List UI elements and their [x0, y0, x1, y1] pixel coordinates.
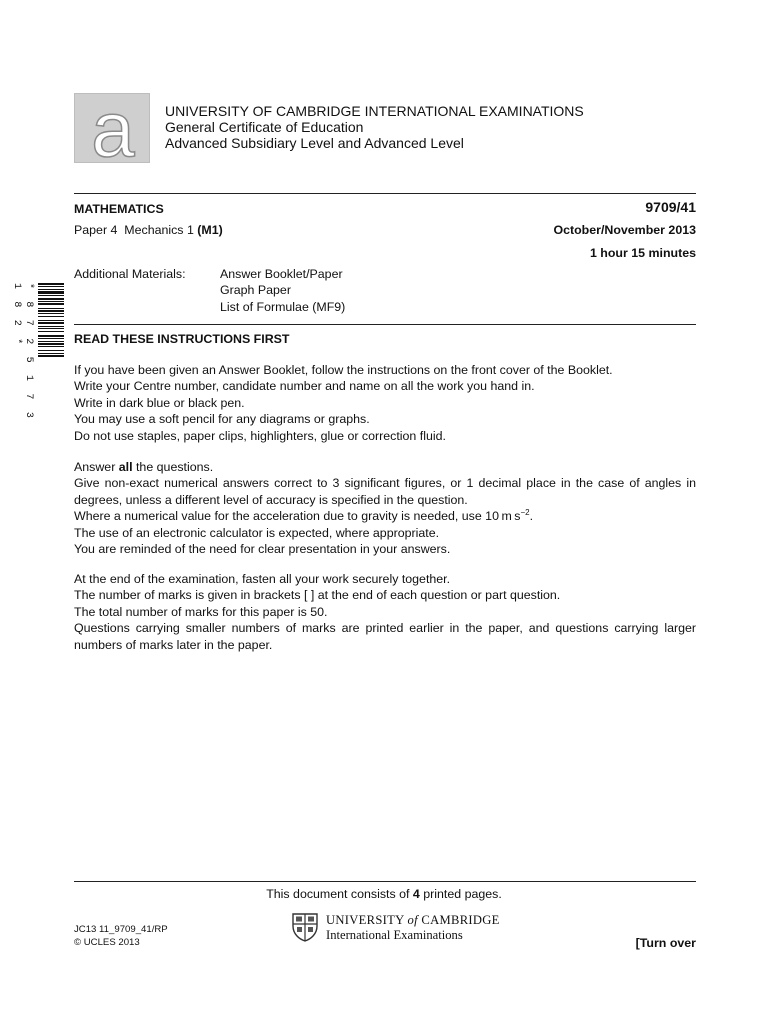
cambridge-logo-line1	[326, 913, 500, 928]
answer-all-pre: Answer	[74, 460, 119, 474]
copyright-notice: © UCLES 2013	[74, 937, 140, 948]
material-item: Answer Booklet/Paper	[220, 267, 343, 281]
gravity-post: .	[529, 509, 534, 524]
footer-rule	[74, 881, 696, 882]
logo-university: UNIVERSITY	[326, 913, 408, 927]
footer-reference	[74, 923, 168, 949]
instruction-line: If you have been given an Answer Booklet, follow the instructions on the front cover of the Booklet.	[74, 363, 613, 377]
paper-code: 9709/41	[645, 199, 696, 215]
page-count-number: 4	[412, 887, 420, 901]
page-count-post: printed pages.	[419, 887, 502, 901]
exam-board-logo	[74, 93, 150, 163]
logo-of: of	[407, 913, 418, 927]
instruction-line: Write in dark blue or black pen.	[74, 395, 245, 410]
materials-label: Additional Materials:	[74, 267, 186, 281]
cambridge-crest-icon	[291, 912, 319, 942]
cambridge-logo-line2: International Examinations	[326, 928, 463, 942]
barcode	[38, 283, 64, 423]
material-item: List of Formulae (MF9)	[220, 299, 346, 314]
logo-letter: a	[91, 94, 135, 164]
instruction-line: The total number of marks for this paper is 50.	[74, 604, 328, 619]
instruction-line: Write your Centre number, candidate number and name on all the work you hand in.	[74, 379, 535, 394]
gravity-pre: Where a numerical value for the acceleration due to gravity is needed, use 10 m s	[74, 509, 521, 524]
turn-over: [Turn over	[635, 936, 696, 950]
instructions-block-2	[74, 459, 696, 557]
qualification-name: General Certificate of Education	[165, 119, 364, 135]
instruction-line: You may use a soft pencil for any diagrams or graphs.	[74, 412, 370, 427]
presentation-line: You are reminded of the need for clear presentation in your answers.	[74, 542, 451, 557]
material-item: Graph Paper	[220, 283, 291, 298]
barcode-digits: * 8 7 2 5 1 7 3 1 8 2 *	[11, 283, 34, 422]
sigfig-line: Give non-exact numerical answers correct to 3 significant figures, or 1 decimal place in the case of angles in degrees, unless a different level of accuracy is specified in the question.	[74, 476, 696, 507]
instruction-line: Do not use staples, paper clips, highlighters, glue or correction fluid.	[74, 428, 446, 443]
page-count-pre: This document consists of	[266, 887, 413, 901]
instructions-block-3	[74, 571, 696, 653]
materials-list	[220, 266, 345, 315]
exam-duration: 1 hour 15 minutes	[589, 246, 696, 260]
subject-title: MATHEMATICS	[74, 202, 164, 216]
gravity-exponent: −2	[520, 508, 530, 518]
instructions-block-1	[74, 362, 696, 444]
instructions-heading: READ THESE INSTRUCTIONS FIRST	[74, 332, 290, 346]
paper-component: (M1)	[197, 223, 223, 237]
logo-cambridge: CAMBRIDGE	[417, 913, 500, 927]
answer-all-bold: all	[118, 460, 133, 474]
qualification-level: Advanced Subsidiary Level and Advanced Level	[165, 135, 464, 151]
paper-title-text: Paper 4 Mechanics 1	[74, 223, 198, 237]
answer-all-post: the questions.	[132, 460, 214, 474]
calculator-line: The use of an electronic calculator is expected, where appropriate.	[74, 525, 440, 540]
instruction-line: At the end of the examination, fasten all your work securely together.	[74, 572, 451, 586]
paper-title	[74, 222, 223, 238]
reference-code: JC13 11_9709_41/RP	[74, 924, 168, 935]
exam-session: October/November 2013	[553, 223, 696, 237]
gravity-line	[74, 508, 696, 524]
board-name: UNIVERSITY OF CAMBRIDGE INTERNATIONAL EXAMINATIONS	[165, 103, 584, 119]
top-rule	[74, 193, 696, 194]
page-count	[0, 886, 768, 902]
middle-rule	[74, 324, 696, 325]
answer-all-line	[74, 459, 696, 475]
marks-order-line: Questions carrying smaller numbers of marks are printed earlier in the paper, and questions carrying larger numbers of marks later in the paper.	[74, 621, 696, 652]
instruction-line: The number of marks is given in brackets [ ] at the end of each question or part question.	[74, 588, 561, 603]
